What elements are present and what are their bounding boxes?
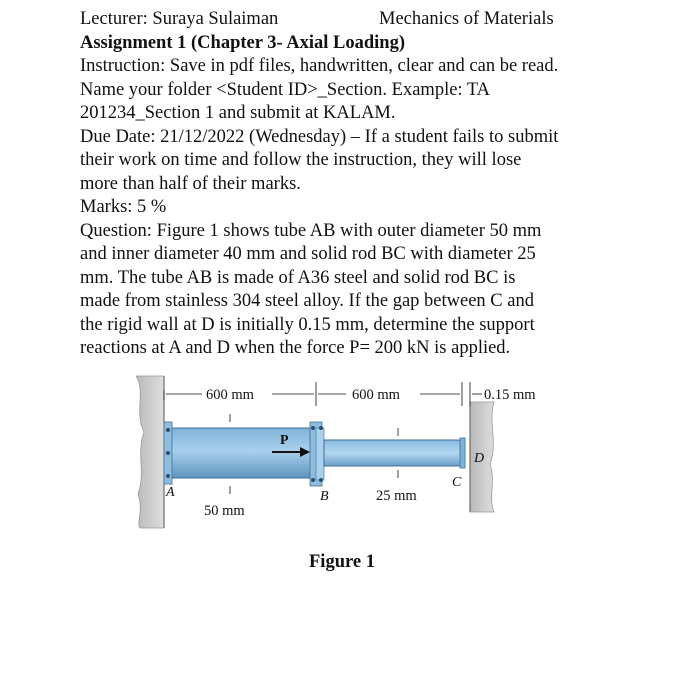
left-wall bbox=[136, 376, 164, 528]
assignment-title: Assignment 1 (Chapter 3- Axial Loading) bbox=[80, 32, 405, 53]
instruction-line-1: Instruction: Save in pdf files, handwritten, clear and can be read. bbox=[80, 56, 559, 76]
label-b: B bbox=[320, 489, 329, 504]
dimension-ab: 600 mm bbox=[206, 387, 254, 403]
figure-1 bbox=[130, 372, 590, 532]
question-line-4: made from stainless 304 steel alloy. If the gap between C and bbox=[80, 291, 534, 311]
dimension-rod-diameter: 25 mm bbox=[376, 488, 417, 504]
question-line-5: the rigid wall at D is initially 0.15 mm, determine the support bbox=[80, 314, 535, 335]
label-d: D bbox=[474, 451, 485, 466]
rod-bc bbox=[324, 440, 462, 466]
question-line-1: Question: Figure 1 shows tube AB with outer diameter 50 mm bbox=[80, 220, 542, 241]
question-line-2: and inner diameter 40 mm and solid rod BC with diameter 25 bbox=[80, 244, 536, 264]
instruction-line-2: Name your folder <Student ID>_Section. Example: TA bbox=[80, 79, 491, 100]
header bbox=[80, 8, 640, 32]
question-line-3: mm. The tube AB is made of A36 steel and solid rod BC is bbox=[80, 267, 516, 288]
due-date-line-2: their work on time and follow the instruction, they will lose bbox=[80, 150, 522, 170]
dimension-tube-diameter: 50 mm bbox=[204, 503, 245, 519]
due-date-line-1: Due Date: 21/12/2022 (Wednesday) – If a student fails to submit bbox=[80, 126, 559, 147]
label-c: C bbox=[452, 475, 462, 490]
lecturer-name: Lecturer: Suraya Sulaiman bbox=[80, 9, 279, 29]
force-label: P bbox=[280, 433, 289, 448]
label-a: A bbox=[166, 485, 175, 500]
figure-caption: Figure 1 bbox=[309, 552, 375, 572]
marks-line: Marks: 5 % bbox=[80, 197, 167, 217]
question-line-6: reactions at A and D when the force P= 200 kN is applied. bbox=[80, 338, 511, 358]
due-date-line-3: more than half of their marks. bbox=[80, 173, 301, 194]
dimension-bc: 600 mm bbox=[352, 387, 400, 403]
course-name: Mechanics of Materials bbox=[379, 9, 554, 29]
document-body bbox=[80, 8, 640, 361]
dimension-gap: 0.15 mm bbox=[484, 387, 536, 403]
instruction-line-3: 201234_Section 1 and submit at KALAM. bbox=[80, 103, 396, 123]
